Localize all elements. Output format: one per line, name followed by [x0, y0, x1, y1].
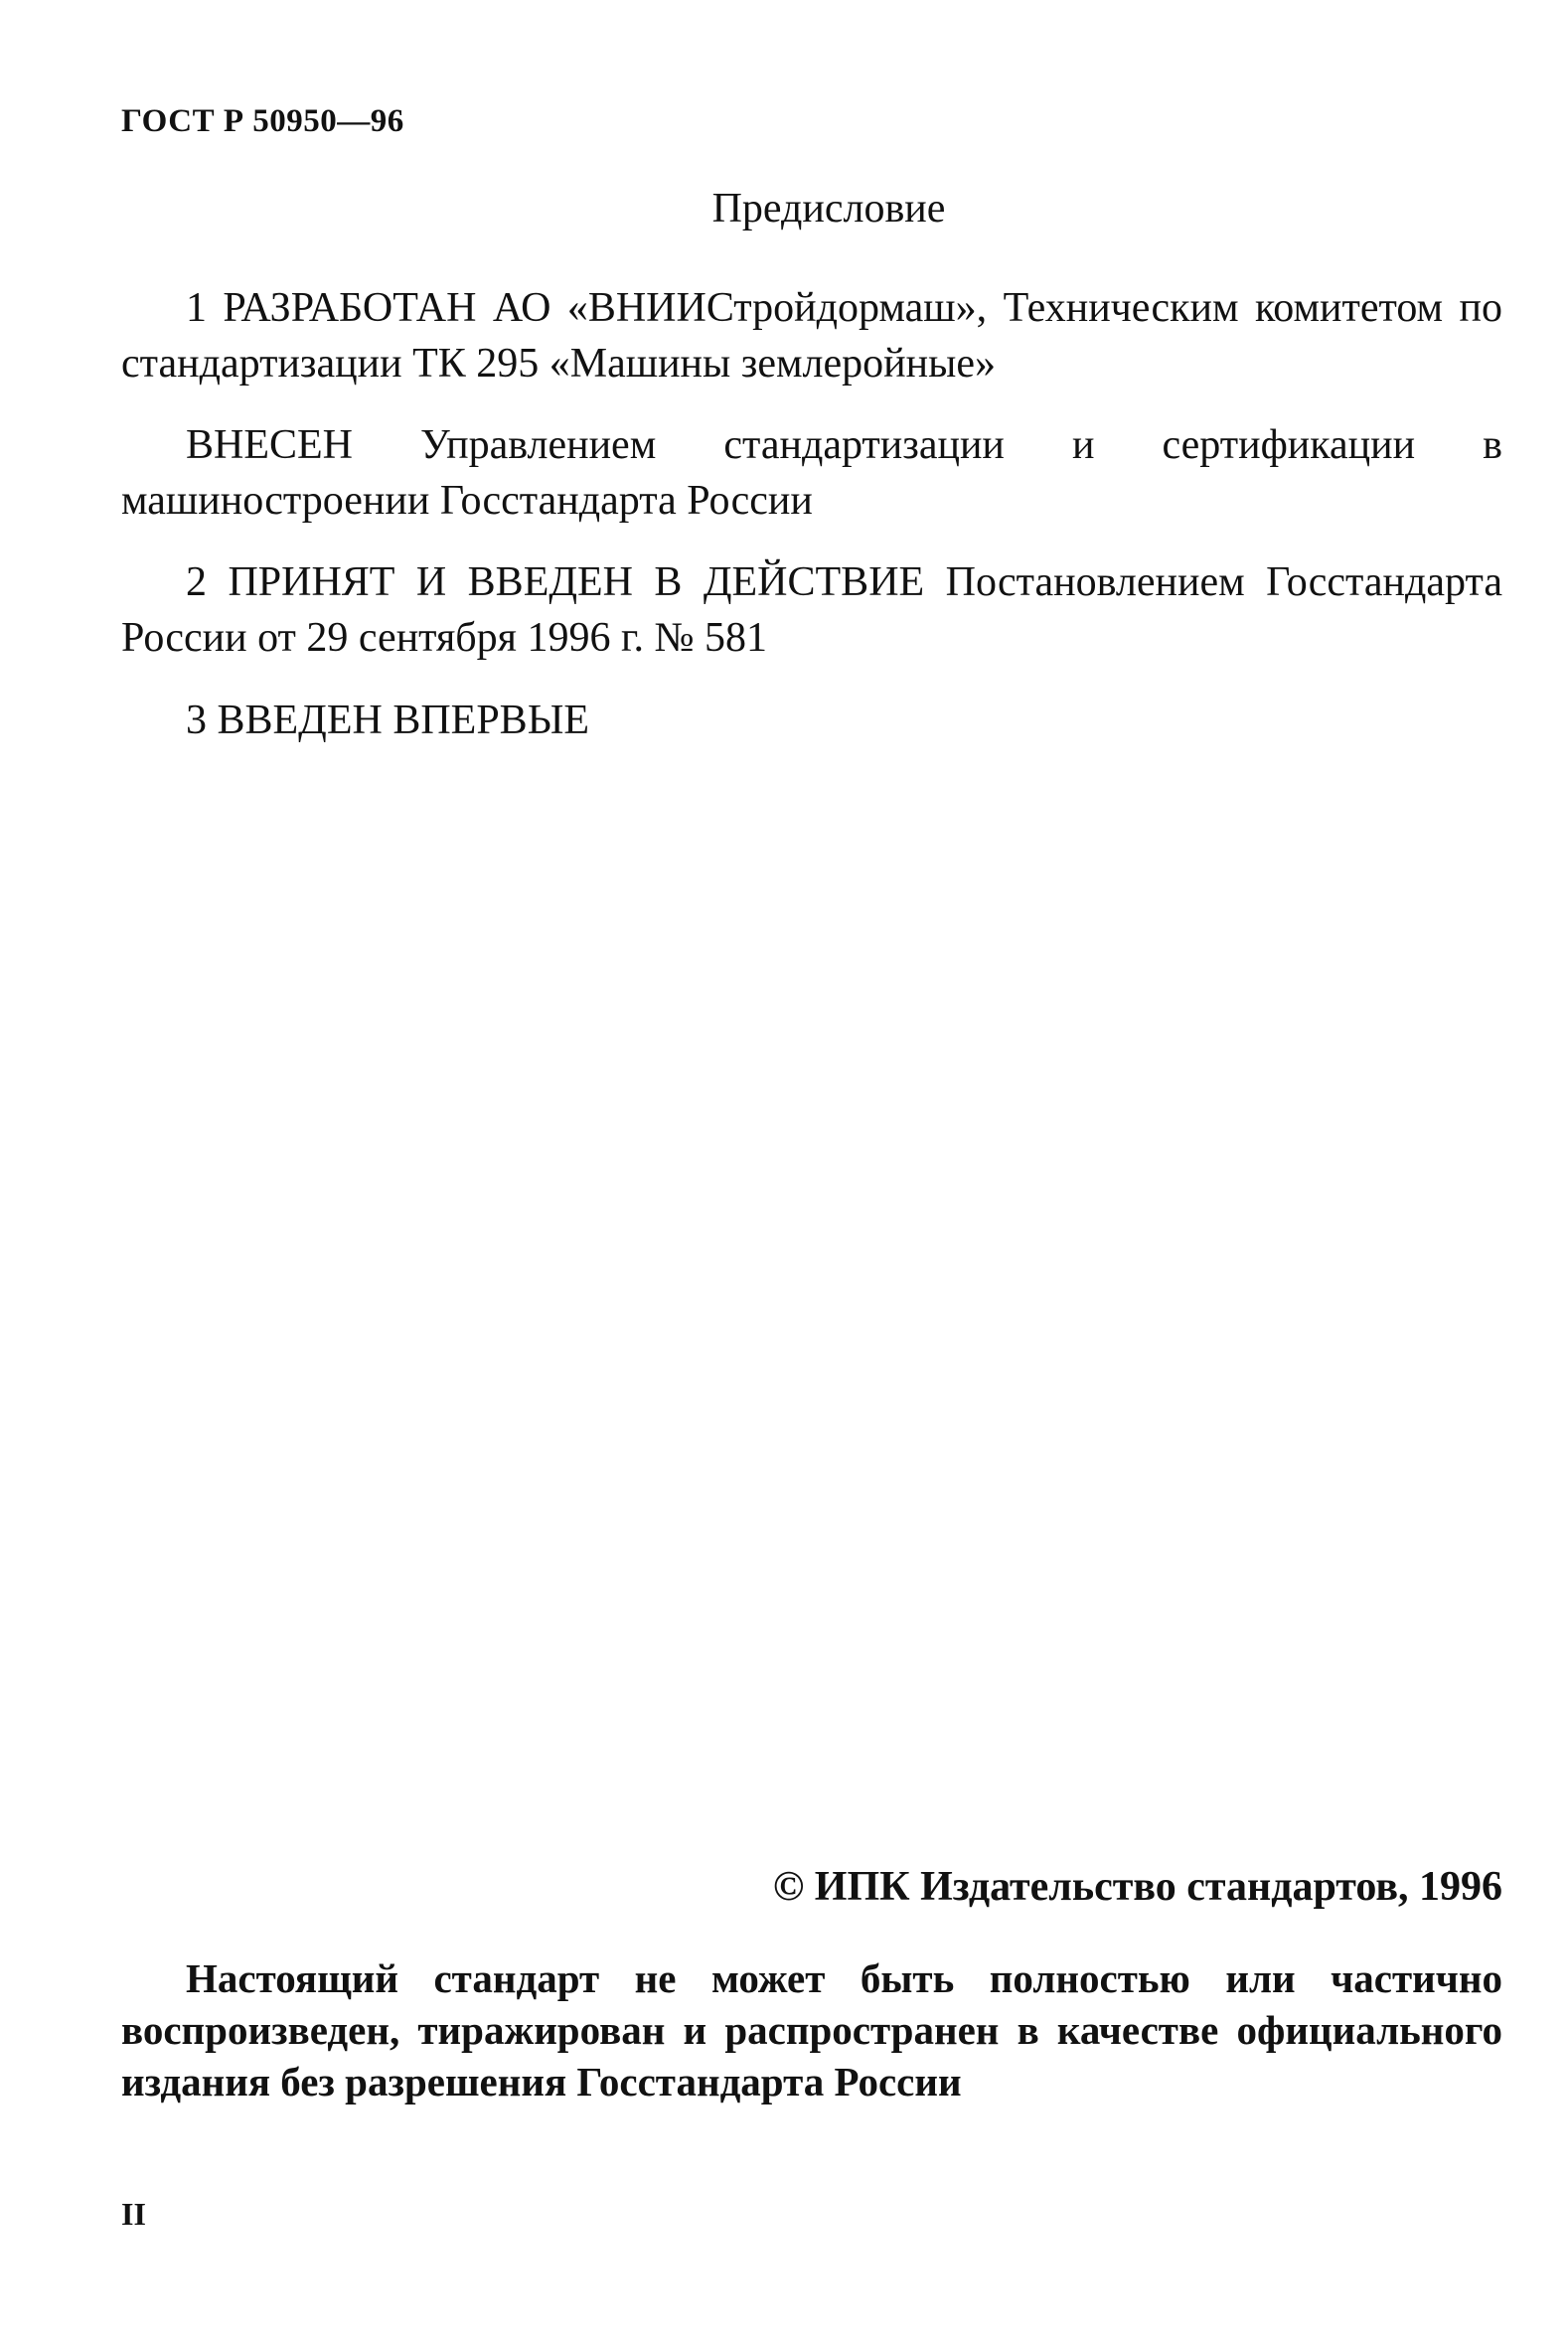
- foreword-paragraph-introduced: 3 ВВЕДЕН ВПЕРВЫЕ: [186, 698, 589, 743]
- page-number: II: [121, 2196, 146, 2232]
- foreword-paragraph-submitted: ВНЕСЕН Управлением стандартизации и сертификации в машиностроении Госстандарта России: [121, 422, 1502, 524]
- foreword-title: Предисловие: [711, 186, 946, 232]
- document-code: ГОСТ Р 50950—96: [121, 103, 404, 139]
- copyright-line: © ИПК Издательство стандартов, 1996: [772, 1864, 1502, 1910]
- foreword-paragraph-developed: 1 РАЗРАБОТАН АО «ВНИИСтройдормаш», Техническим комитетом по стандартизации ТК 295 «Машины землеройные»: [121, 285, 1502, 387]
- reproduction-notice: Настоящий стандарт не может быть полностью или частично воспроизведен, тиражирован и распространен в качестве официального издания без разрешения Госстандарта России: [121, 1955, 1502, 2104]
- foreword-paragraph-adopted: 2 ПРИНЯТ И ВВЕДЕН В ДЕЙСТВИЕ Постановлением Госстандарта России от 29 сентября 1996 г. № 581: [121, 559, 1502, 661]
